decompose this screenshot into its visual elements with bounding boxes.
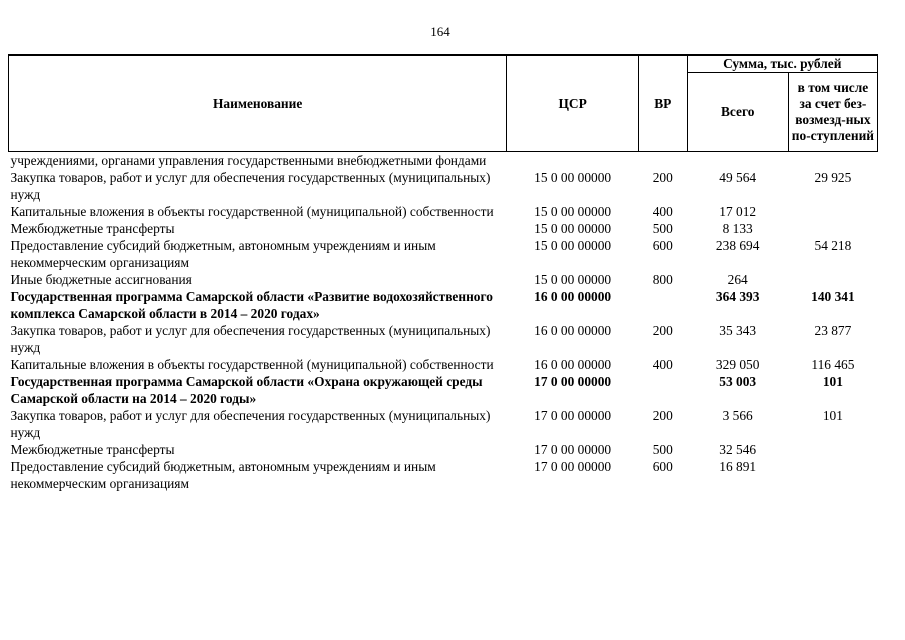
cell-name: Закупка товаров, работ и услуг для обеспечения государственных (муниципальных) нужд xyxy=(10,408,491,440)
cell-total: 3 566 xyxy=(722,408,753,423)
cell-name: Предоставление субсидий бюджетным, автономным учреждениям и иным некоммерческим организациям xyxy=(10,238,436,270)
table-row xyxy=(9,169,878,203)
cell-free: 101 xyxy=(822,408,843,423)
cell-name: Межбюджетные трансферты xyxy=(10,442,175,457)
header-vr: ВР xyxy=(638,55,687,152)
cell-csr: 15 0 00 00000 xyxy=(534,272,612,287)
cell-vr: 400 xyxy=(652,357,673,372)
cell-total: 8 133 xyxy=(722,221,753,236)
cell-vr: 600 xyxy=(652,459,673,474)
table-row xyxy=(9,203,878,220)
cell-vr: 400 xyxy=(652,204,673,219)
table-row xyxy=(9,322,878,356)
cell-name: Иные бюджетные ассигнования xyxy=(10,272,192,287)
cell-name: Государственная программа Самарской области «Развитие водохозяйственного комплекса Самарской области в 2014 – 2020 годах» xyxy=(10,289,493,321)
cell-free: 116 465 xyxy=(811,357,855,372)
cell-total: 264 xyxy=(727,272,748,287)
cell-vr xyxy=(638,288,687,322)
budget-table xyxy=(8,54,878,492)
cell-name: Капитальные вложения в объекты государственной (муниципальной) собственности xyxy=(10,204,494,219)
cell-vr xyxy=(638,373,687,407)
table-header xyxy=(9,55,878,152)
table-row xyxy=(9,441,878,458)
cell-name: Межбюджетные трансферты xyxy=(10,221,175,236)
cell-free xyxy=(788,458,877,492)
cell-csr: 16 0 00 00000 xyxy=(534,323,612,338)
cell-vr: 500 xyxy=(652,221,673,236)
header-free-receipts: в том числе за счет без-возмезд-ных по-ступлений xyxy=(788,73,877,152)
cell-csr: 17 0 00 00000 xyxy=(534,374,612,389)
table-row xyxy=(9,152,878,170)
cell-csr: 16 0 00 00000 xyxy=(534,289,612,304)
header-csr: ЦСР xyxy=(507,55,639,152)
cell-name: Закупка товаров, работ и услуг для обеспечения государственных (муниципальных) нужд xyxy=(10,170,491,202)
cell-vr: 200 xyxy=(652,408,673,423)
cell-total: 32 546 xyxy=(719,442,757,457)
cell-vr: 500 xyxy=(652,442,673,457)
table-row xyxy=(9,373,878,407)
cell-vr: 600 xyxy=(652,238,673,253)
header-name: Наименование xyxy=(9,55,507,152)
table-row xyxy=(9,356,878,373)
cell-csr xyxy=(507,152,639,170)
table-row xyxy=(9,271,878,288)
table-body xyxy=(9,152,878,493)
cell-csr: 15 0 00 00000 xyxy=(534,204,612,219)
cell-free xyxy=(788,271,877,288)
cell-free: 23 877 xyxy=(814,323,852,338)
cell-free: 101 xyxy=(822,374,843,389)
cell-vr: 200 xyxy=(652,323,673,338)
cell-csr: 17 0 00 00000 xyxy=(534,442,612,457)
cell-csr: 15 0 00 00000 xyxy=(534,170,612,185)
cell-name: Закупка товаров, работ и услуг для обеспечения государственных (муниципальных) нужд xyxy=(10,323,491,355)
cell-total: 238 694 xyxy=(715,238,760,253)
cell-free xyxy=(788,152,877,170)
cell-total: 49 564 xyxy=(719,170,757,185)
cell-name: учреждениями, органами управления государственными внебюджетными фондами xyxy=(10,153,487,168)
table-row xyxy=(9,237,878,271)
cell-free: 54 218 xyxy=(814,238,852,253)
table-row xyxy=(9,407,878,441)
cell-name: Предоставление субсидий бюджетным, автономным учреждениям и иным некоммерческим организациям xyxy=(10,459,436,491)
cell-csr: 17 0 00 00000 xyxy=(534,408,612,423)
cell-csr: 15 0 00 00000 xyxy=(534,238,612,253)
cell-vr: 800 xyxy=(652,272,673,287)
cell-total: 35 343 xyxy=(719,323,757,338)
cell-free: 140 341 xyxy=(811,289,855,304)
cell-total: 53 003 xyxy=(719,374,757,389)
cell-total: 329 050 xyxy=(715,357,760,372)
cell-csr: 15 0 00 00000 xyxy=(534,221,612,236)
table-row xyxy=(9,288,878,322)
cell-csr: 17 0 00 00000 xyxy=(534,459,612,474)
cell-total xyxy=(687,152,788,170)
header-total: Всего xyxy=(687,73,788,152)
table-row xyxy=(9,220,878,237)
cell-free xyxy=(788,203,877,220)
cell-free xyxy=(788,220,877,237)
cell-name: Государственная программа Самарской области «Охрана окружающей среды Самарской области на 2014 – 2020 годы» xyxy=(10,374,483,406)
cell-vr: 200 xyxy=(652,170,673,185)
table-row xyxy=(9,458,878,492)
cell-name: Капитальные вложения в объекты государственной (муниципальной) собственности xyxy=(10,357,494,372)
cell-total: 16 891 xyxy=(719,459,757,474)
cell-total: 364 393 xyxy=(715,289,760,304)
cell-vr xyxy=(638,152,687,170)
cell-csr: 16 0 00 00000 xyxy=(534,357,612,372)
cell-free xyxy=(788,441,877,458)
page-number: 164 xyxy=(430,24,450,39)
cell-total: 17 012 xyxy=(719,204,757,219)
cell-free: 29 925 xyxy=(814,170,852,185)
header-sum-group: Сумма, тыс. рублей xyxy=(687,55,877,73)
